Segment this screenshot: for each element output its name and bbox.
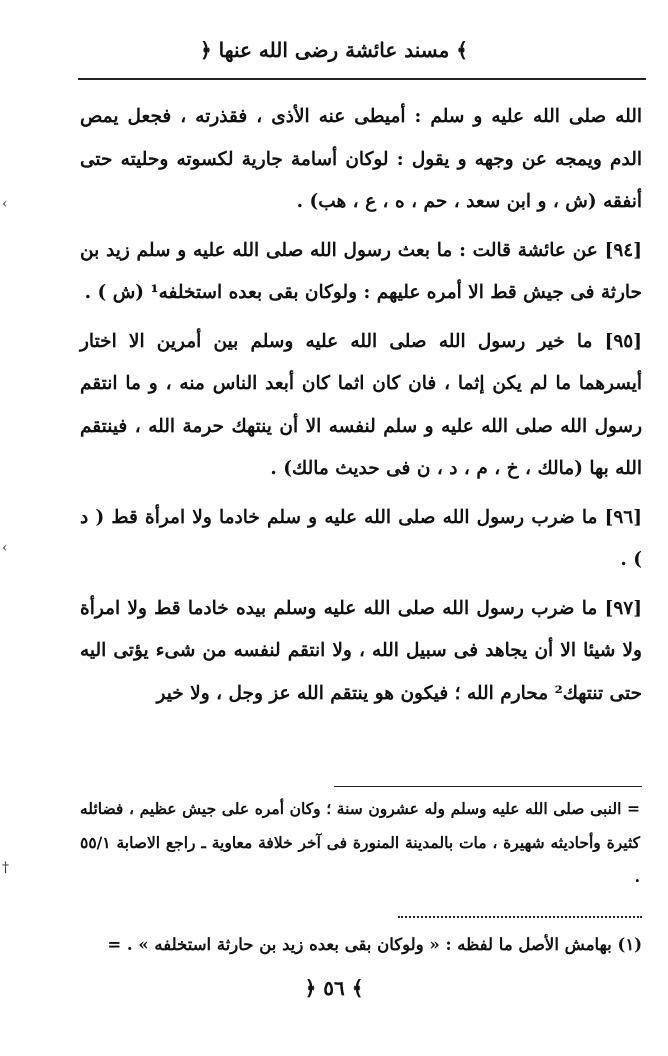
- header-divider: [78, 78, 646, 80]
- paragraph-97: [٩٧] ما ضرب رسول الله صلى الله عليه وسلم بيده خادما قط ولا امرأة ولا شيئا الا أن يجاهد فى سبيل الله ، ولا انتقم لنفسه من شىء يؤتى اليه حتى تنتهك² محارم الله ؛ فيكون هو ينتقم الله عز وجل ، ولا خير: [80, 597, 642, 704]
- margin-note: (١) بهامش الأصل ما لفظه : « ولوكان بقى بعده زيد بن حارثة استخلفه » . =: [107, 935, 642, 954]
- footnote-divider: [334, 786, 642, 787]
- footnote-continuation: [80, 792, 640, 894]
- edge-mark-icon: †: [2, 860, 9, 876]
- edge-mark-icon: ‹: [2, 540, 8, 556]
- paragraph-95: [٩٥] ما خير رسول الله صلى الله عليه وسلم بين أمرين الا اختار أيسرهما ما لم يكن إثما ، فان كان اثما كان أبعد الناس منه ، و ما انتقم رسول الله صلى الله عليه و سلم لنفسه الا أن ينتهك حرمة الله ، فينتقم الله بها (مالك ، خ ، م ، د ، ن فى حديث مالك) .: [80, 330, 642, 479]
- page-number: ﴿ ٥٦ ﴾: [304, 976, 364, 1000]
- paragraph-continuation: الله صلى الله عليه و سلم : أميطى عنه الأذى ، فقذرته ، فجعل يمص الدم ويمجه عن وجهه و يقول : لوكان أسامة جارية لكسوته وحليته حتى أنفقه (ش ، و ابن سعد ، حم ، ه ، ع ، هب) .: [80, 106, 642, 212]
- edge-mark-icon: ‹: [2, 196, 8, 212]
- footnote-text: = النبى صلى الله عليه وسلم وله عشرون سنة ؛ وكان أمره على جيش عظيم ، فضائله كثيرة وأحاديثه شهيرة ، مات بالمدينة المنورة فى آخر خلافة معاوية ـ راجع الاصابة ٥٥/١ .: [80, 799, 640, 886]
- main-text: [80, 96, 642, 721]
- paragraph-94: [٩٤] عن عائشة قالت : ما بعث رسول الله صلى الله عليه و سلم زيد بن حارثة فى جيش قط الا أمره عليهم : ولوكان بقى بعده استخلفه¹ (ش ) .: [80, 239, 642, 303]
- dotted-divider: [398, 916, 642, 918]
- page-header: ﴿ مسند عائشة رضى الله عنها ﴾: [199, 38, 469, 62]
- paragraph-96: [٩٦] ما ضرب رسول الله صلى الله عليه و سلم خادما ولا امرأة قط ( د ) .: [80, 506, 642, 570]
